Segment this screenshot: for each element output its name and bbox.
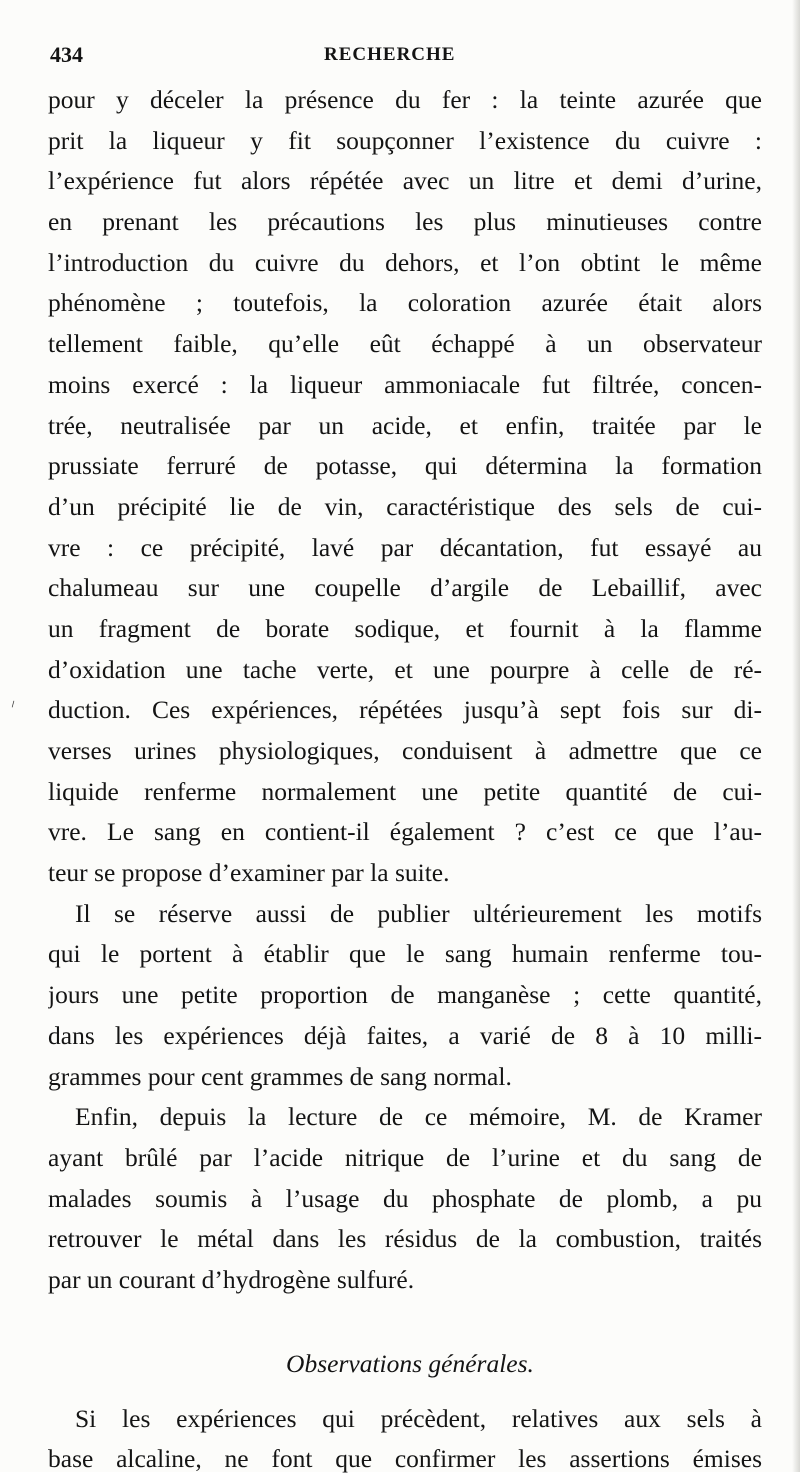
text-line: liquide renferme normalement une petite quantité de cui-: [48, 776, 762, 806]
text-line: d’un précipité lie de vin, caractéristique des sels de cui-: [48, 491, 762, 521]
page-header: [50, 42, 760, 76]
text-line: chalumeau sur une coupelle d’argile de Lebaillif, avec: [48, 573, 762, 603]
text-line: retrouver le métal dans les résidus de la combustion, traités: [48, 1224, 762, 1254]
text-line: qui le portent à établir que le sang humain renferme tou-: [48, 939, 762, 969]
running-head: RECHERCHE: [324, 44, 456, 65]
text-line: tellement faible, qu’elle eût échappé à un observateur: [48, 329, 762, 359]
text-line: en prenant les précautions les plus minutieuses contre: [48, 207, 762, 237]
page-number: 434: [50, 42, 83, 67]
text-line: duction. Ces expériences, répétées jusqu’à sept fois sur di-: [48, 695, 762, 725]
text-line: d’oxidation une tache verte, et une pourpre à celle de ré-: [48, 654, 762, 684]
text-line: vre. Le sang en contient-il également ? c’est ce que l’au-: [48, 817, 762, 847]
text-line: base alcaline, ne font que confirmer les assertions émises: [48, 1444, 762, 1474]
text-line: prussiate ferruré de potasse, qui détermina la formation: [48, 451, 762, 481]
text-line: par un courant d’hydrogène sulfuré.: [48, 1264, 415, 1294]
text-line: ayant brûlé par l’acide nitrique de l’urine et du sang de: [48, 1142, 762, 1172]
page-edge-shadow: [792, 0, 800, 1472]
text-line: teur se propose d’examiner par la suite.: [48, 858, 450, 888]
text-line: trée, neutralisée par un acide, et enfin, traitée par le: [48, 410, 762, 440]
text-line: jours une petite proportion de manganèse ; cette quantité,: [48, 980, 762, 1010]
paragraph-2: [48, 894, 762, 1097]
text-line: moins exercé : la liqueur ammoniacale fut filtrée, concen-: [48, 369, 762, 399]
text-line: vre : ce précipité, lavé par décantation, fut essayé au: [48, 532, 762, 562]
section-heading: Observations générales.: [286, 1348, 534, 1378]
spacer: [48, 1301, 762, 1343]
text-line: l’introduction du cuivre du dehors, et l’on obtint le même: [48, 247, 762, 277]
text-line: pour y déceler la présence du fer : la teinte azurée que: [48, 85, 762, 114]
paragraph-4: [48, 1399, 762, 1480]
text-line: verses urines physiologiques, conduisent à admettre que ce: [48, 736, 762, 765]
paragraph-3: [48, 1097, 762, 1300]
text-line: grammes pour cent grammes de sang normal.: [48, 1061, 512, 1091]
text-line: malades soumis à l’usage du phosphate de plomb, a pu: [48, 1183, 762, 1213]
text-line: prit la liqueur y fit soupçonner l’existence du cuivre :: [48, 125, 762, 155]
text-line: un fragment de borate sodique, et fournit à la flamme: [48, 613, 762, 643]
body-text: [48, 80, 762, 1480]
text-line: phénomène ; toutefois, la coloration azurée était alors: [48, 288, 762, 318]
text-line: Il se réserve aussi de publier ultérieurement les motifs: [75, 898, 762, 928]
text-line: l’expérience fut alors répétée avec un litre et demi d’urine,: [48, 166, 762, 196]
text-line: dans les expériences déjà faites, a varié de 8 à 10 milli-: [48, 1020, 762, 1050]
paragraph-1: [48, 80, 762, 894]
text-line: Enfin, depuis la lecture de ce mémoire, M. de Kramer: [75, 1102, 762, 1132]
spacer: [48, 1385, 762, 1399]
margin-pencil-mark: ⸝: [4, 693, 19, 711]
text-line: Si les expériences qui précèdent, relatives aux sels à: [75, 1403, 762, 1433]
